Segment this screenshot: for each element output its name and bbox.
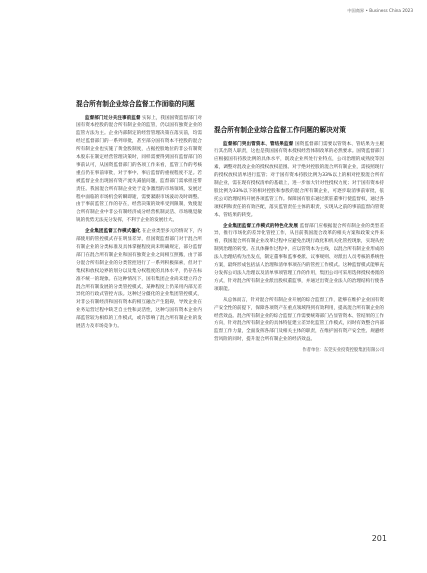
- author-affiliation: 作者单位：东莞实业投资控股集团有限公司: [302, 348, 384, 354]
- paragraph: [214, 141, 384, 220]
- paragraph-lead: 监督部门突出管资本、管结果监督: [223, 141, 294, 147]
- page-number: 201: [371, 534, 387, 543]
- left-column: [76, 100, 202, 334]
- paragraph-lead: 监督部门过分关注事前监督: [85, 115, 141, 121]
- paragraph-text: 在企业类型多元的情况下，内部使用的管控模式存在明显差异，但国资监督部门对于混合所有制企业的分类标准及具体掌握程度尚未明确规定，部分监督部门在混合所有制企业和国有独资企业之间相互照搬，由于部分混合所有制企业的分类管控进行了一系列积极探索，但对于集权和放权边界的划分以及集分权程度的具体水平，仍存在标准不统一的现象。在这种情况下，国有集团企业尚未建立符合混合所有制发展的分类管控模式，某种程度上仍采用内部无差异化的行政式管控方法。这种过分僵化的企业集团管控模式，对非公有制经济和国有资本的相互融合产生阻碍，导致企业在业务运营过程中缺乏自主性和灵活性，这种与国有资本企业内部监管较为相似的工作模式，或许影响了混合所有制企业的发展活力及市场竞争力。: [76, 229, 202, 330]
- paragraph-lead: 企业集团监督工作模式僵化: [85, 229, 141, 235]
- paragraph: [76, 228, 202, 331]
- right-column: [214, 20, 384, 354]
- running-header: 中国商界 • Business China 2023: [347, 8, 413, 13]
- paragraph-text: 国资监督部门需要以管资本、管结果为主履行其出资人职责，这也是我国国有资本授权经营体制改革的必然要求。国资监督部门应根据国有持股比例的具体水平，既改企业所处行业特点，公司治理的成熟度等因素，调整对混改企业的授权放权范围。对于绝对控股的混合所有制企业，需按照现行的授权放权清单进行监管；对于国有资本持股比例为33%以上的相对控股混合所有制企业，需在现有授权清单的基础上，进一步加大针对性授权力度；对于国有资本持股比例为33%以下的相对控股和参股的混合所有制企业，可逐步取消事前审批，依托公司治理结构开展各项监管工作。保障国有股东通过派驻董事行使监督权，通过各项权利和责任的有效匹配，落实监管责任主体的职责，实现从之前的事前监督向管资本、管结果的转变。: [214, 141, 384, 218]
- paragraph: [76, 115, 202, 226]
- section-title-problems: 混合所有制企业综合监督工作面临的问题: [76, 100, 195, 108]
- paragraph-text: 监督部门应根据混合所有制企业的类型差异，推行市场化的差异化管控工作，从目前我国混合改革的相关方案和政策文件来看，我国混合所有制企业改革过程中应避免出现行政化和机关化管控现象，实现从控制到治理的转变。在具体操作过程中，应以管资本为主线，以混合所有制企业形成的法人治理结构为出发点，制定董事和监事委派、议事规则、对派出人员考核的系统性方案，最终形成包括法人治理和清单事项在内的管控工作模式。这种监督模式能够充分发挥公司法人治理以及清单事项管理工作的作用，集团公司可采用选择授权委派的方式，针对混合所有制企业派出股权董监事，并通过出资企业法人的治理结构行使各项职能。: [214, 223, 384, 292]
- paragraph-text: 实际上，我国国资监督部门对国有资本控股的混合所有制企业的监管，仍以国有独资企业的监管方法为主。企业内部制定的经营管理决策在落实前，均需经过监督部门的一系列审批，甚至部分国有资本不控股的混合所有制企业也实施了黄金股制度，占据控股地位的非公有制资本股东在制定经营管理决策时，同样需要得到国有监督部门的事前认可，从国资监督部门的各项工作来看，监管工作的考核重点仍在事前审批，对于事中、事后监督的重视程度不足。若被监督企业出现国有资产流失减值问题，监督部门需承担连带责任。我国混合所有制企业处于竞争激烈的市场领域，发展过程中面临的市场机会转瞬即逝，需要紧跟市场波动及时调整。由于事前监管工作的存在，经营决策的效率受到限制，致使混合所有制企业中非公有制经济成分经营机制灵活、市场嗅觉敏锐的优势无法充分发挥，不利于企业的发展壮大。: [76, 115, 202, 224]
- paragraph: 从总体而言，针对混合所有制企业开展的综合监督工作，能够在维护企业国有资产安全性的前提下，保障各项资产在重点领域得到有效利用，提高混合所有制企业的经营效益。混合所有制企业的综合监督工作需要统筹部门凸显管资本、管结果的工作方向，针对混合所有制企业的具体特征建立差异化监管工作模式，同时有效整合内部监督工作力量，全面发挥各部门及相关主体的职责，在维护国有资产安全性、规避经营风险的同时，提升混合所有制企业的经济效益。: [214, 297, 384, 343]
- paragraph-lead: 企业集团监督工作模式的特色化发展: [223, 223, 299, 229]
- section-title-solutions: 混合所有制企业综合监督工作问题的解决对策: [214, 126, 346, 134]
- paragraph: [214, 223, 384, 294]
